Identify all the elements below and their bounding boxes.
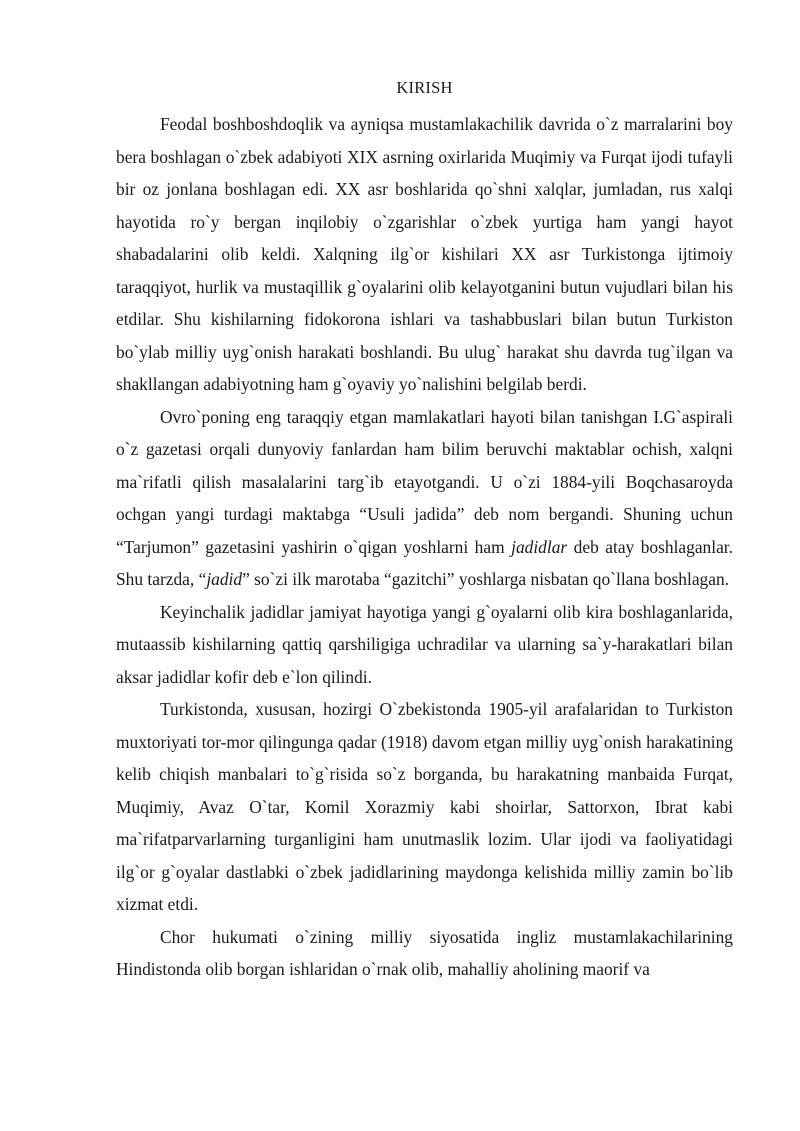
paragraph-gaspirali (116, 401, 733, 596)
paragraph-text: deb atay boshlaganlar. Shu tarzda, “ (116, 536, 733, 589)
paragraph-chor (116, 921, 733, 986)
page-title: KIRISH (396, 78, 453, 97)
paragraph-text: Keyinchalik jadidlar jamiyat hayotiga yangi g`oyalarni olib kira boshlaganlarida, mutaassib kishilarning qattiq qarshiligiga uchradilar va ularning sa`y-harakatlari bilan aksar jadidlar kofir deb e`lon qilindi. (116, 601, 733, 687)
italic-term-jadidlar: jadidlar (511, 536, 568, 557)
paragraph-text: Turkistonda, xususan, hozirgi O`zbekistonda 1905-yil arafalaridan to Turkiston muxtoriyati tor-mor qilingunga qadar (1918) davom etgan milliy uyg`onish harakatining kelib chiqish manbalari to`g`risida so`z borganda, bu harakatning manbaida Furqat, Muqimiy, Avaz O`tar, Komil Xorazmiy kabi shoirlar, Sattorxon, Ibrat kabi ma`rifatparvarlarning turganligini ham unutmaslik lozim. Ular ijodi va faoliyatidagi ilg`or g`oyalar dastlabki o`zbek jadidlarining maydonga kelishida milliy zamin bo`lib xizmat etdi. (116, 699, 733, 914)
document-page (116, 76, 733, 986)
paragraph-opposition (116, 596, 733, 694)
paragraph-intro (116, 108, 733, 401)
paragraph-text: Ovro`poning eng taraqqiy etgan mamlakatlari hayoti bilan tanishgan I.G`aspirali o`z gazetasi orqali dunyoviy fanlardan ham bilim beruvchi maktablar ochish, xalqni ma`rifatli qilish masalalarini targ`ib etayotgandi. U o`zi 1884-yili Boqchasaroyda ochgan yangi turdagi maktabga “Usuli jadida” deb nom bergandi. Shuning uchun “Tarjumon” gazetasini yashirin o`qigan yoshlarni ham (116, 406, 733, 557)
paragraph-text: Feodal boshboshdoqlik va ayniqsa mustamlakachilik davrida o`z marralarini boy bera boshlagan o`zbek adabiyoti XIX asrning oxirlarida Muqimiy va Furqat ijodi tufayli bir oz jonlana boshlagan edi. XX asr boshlarida qo`shni xalqlar, jumladan, rus xalqi hayotida ro`y bergan inqilobiy o`zgarishlar o`zbek yurtiga ham yangi hayot shabadalarini olib keldi. Xalqning ilg`or kishilari XX asr Turkistonga ijtimoiy taraqqiyot, hurlik va mustaqillik g`oyalarini olib kelayotganini butun vujudlari bilan his etdilar. Shu kishilarning fidokorona ishlari va tashabbuslari bilan butun Turkiston bo`ylab milliy uyg`onish harakati boshlandi. Bu ulug` harakat shu davrda tug`ilgan va shakllangan adabiyotning ham g`oyaviy yo`nalishini belgilab berdi. (116, 114, 733, 394)
paragraph-text: Chor hukumati o`zining milliy siyosatida ingliz mustamlakachilarining Hindistonda olib borgan ishlaridan o`rnak olib, mahalliy aholining maorif va (116, 926, 733, 979)
paragraph-text: ” so`zi ilk marotaba “gazitchi” yoshlarga nisbatan qo`llana boshlagan. (242, 569, 729, 589)
italic-term-jadid: jadid (206, 569, 243, 589)
paragraph-turkiston (116, 693, 733, 921)
